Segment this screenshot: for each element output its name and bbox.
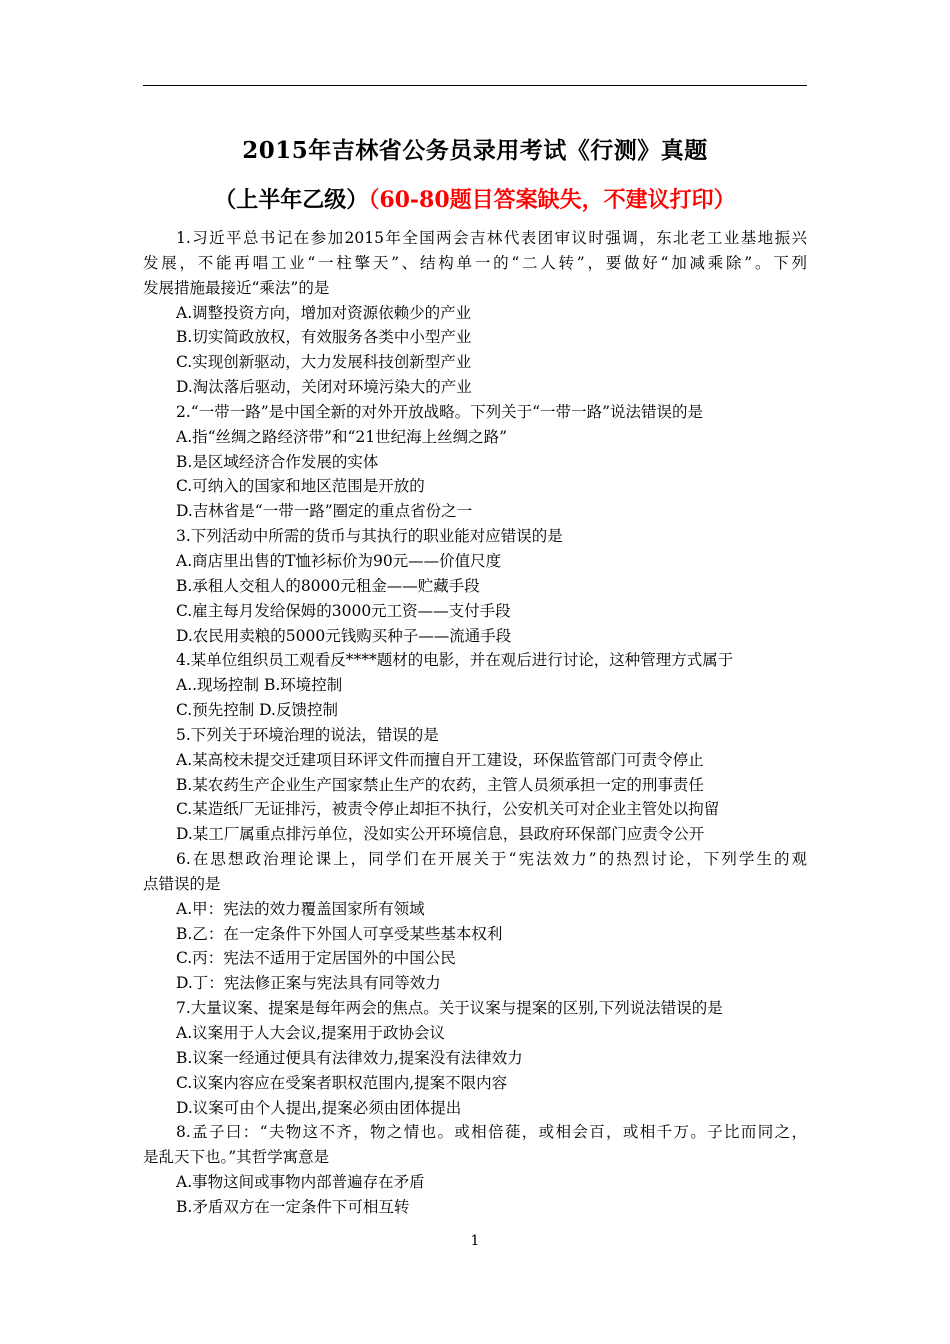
question-5-stem: 5.下列关于环境治理的说法，错误的是 (176, 725, 439, 744)
question-1-option-a: A.调整投资方向，增加对资源依赖少的产业 (176, 303, 472, 322)
question-7-option-d: D.议案可由个人提出,提案必须由团体提出 (176, 1098, 462, 1117)
question-3-option-a: A.商店里出售的T恤衫标价为90元——价值尺度 (176, 551, 502, 570)
question-7-option-a: A.议案用于人大会议,提案用于政协会议 (176, 1024, 446, 1042)
question-5-option-b: B.某农药生产企业生产国家禁止生产的农药，主管人员须承担一定的刑事责任 (176, 775, 704, 794)
header-rule (143, 85, 807, 86)
question-3-stem: 3.下列活动中所需的货币与其执行的职业能对应错误的是 (176, 527, 563, 546)
question-6-stem: 6.在思想政治理论课上，同学们在开展关于“宪法效力”的热烈讨论，下列学生的观 (176, 850, 807, 869)
question-1-option-b: B.切实简政放权，有效服务各类中小型产业 (176, 328, 472, 347)
question-1-option-c: C.实现创新驱动，大力发展科技创新型产业 (176, 353, 472, 372)
question-4-stem: 4.某单位组织员工观看反****题材的电影，并在观后进行讨论，这种管理方式属于 (176, 651, 734, 670)
question-8-option-b: B.矛盾双方在一定条件下可相互转 (176, 1197, 410, 1216)
question-8-stem: 8.孟子曰：“夫物这不齐，物之情也。或相倍蓰，或相会百，或相千万。子比而同之， (176, 1123, 807, 1142)
question-7-option-c: C.议案内容应在受案者职权范围内,提案不限内容 (176, 1073, 508, 1092)
question-2-option-d: D.吉林省是“一带一路”圈定的重点省份之一 (176, 502, 473, 521)
question-3-option-b: B.承租人交租人的8000元租金——贮藏手段 (176, 576, 480, 595)
question-body (143, 226, 807, 1220)
question-7-option-b: B.议案一经通过便具有法律效力,提案没有法律效力 (176, 1048, 523, 1067)
question-5-option-d: D.某工厂属重点排污单位，没如实公开环境信息，县政府环保部门应责令公开 (176, 825, 705, 844)
subtitle-level: （上半年乙级） (214, 187, 369, 213)
question-6-stem-end: 点错误的是 (143, 874, 221, 893)
question-1-stem-cont: 发展，不能再唱工业“一柱擎天”、结构单一的“二人转”，要做好“加减乘除”。下列 (143, 253, 807, 272)
question-1-option-d: D.淘汰落后驱动，关闭对环境污染大的产业 (176, 378, 472, 397)
question-4-options-cd: C.预先控制 D.反馈控制 (176, 701, 338, 720)
question-8-stem-end: 是乱天下也。”其哲学寓意是 (143, 1148, 330, 1167)
question-2-option-b: B.是区域经济合作发展的实体 (176, 452, 379, 471)
question-3-option-c: C.雇主每月发给保姆的3000元工资——支付手段 (176, 601, 511, 620)
question-6-option-d: D.丁：宪法修正案与宪法具有同等效力 (176, 974, 441, 993)
question-2-option-a: A.指“丝绸之路经济带”和“21世纪海上丝绸之路” (176, 427, 508, 446)
subtitle-warning: （60-80题目答案缺失，不建议打印） (368, 187, 736, 213)
document-subtitle (0, 184, 950, 216)
question-1-stem: 1.习近平总书记在参加2015年全国两会吉林代表团审议时强调，东北老工业基地振兴 (176, 229, 807, 247)
question-6-option-b: B.乙：在一定条件下外国人可享受某些基本权利 (176, 924, 503, 943)
document-title: 2015年吉林省公务员录用考试《行测》真题 (242, 137, 708, 164)
question-5-option-c: C.某造纸厂无证排污，被责令停止却拒不执行，公安机关可对企业主管处以拘留 (176, 800, 720, 819)
question-6-option-a: A.甲：宪法的效力覆盖国家所有领域 (176, 899, 425, 918)
question-2-stem: 2.“一带一路”是中国全新的对外开放战略。下列关于“一带一路”说法错误的是 (176, 402, 703, 421)
question-3-option-d: D.农民用卖粮的5000元钱购买种子——流通手段 (176, 626, 512, 645)
question-8-option-a: A.事物这间或事物内部普遍存在矛盾 (176, 1173, 425, 1192)
question-6-option-c: C.丙：宪法不适用于定居国外的中国公民 (176, 949, 456, 968)
question-2-option-c: C.可纳入的国家和地区范围是开放的 (176, 477, 425, 496)
page-number: 1 (470, 1233, 480, 1249)
question-5-option-a: A.某高校未提交迁建项目环评文件而擅自开工建设，环保监管部门可责令停止 (176, 750, 704, 769)
question-1-stem-end: 发展措施最接近“乘法”的是 (143, 278, 330, 297)
question-7-stem: 7.大量议案、提案是每年两会的焦点。关于议案与提案的区别,下列说法错误的是 (176, 999, 723, 1018)
question-4-options-ab: A..现场控制 B.环境控制 (176, 676, 343, 695)
